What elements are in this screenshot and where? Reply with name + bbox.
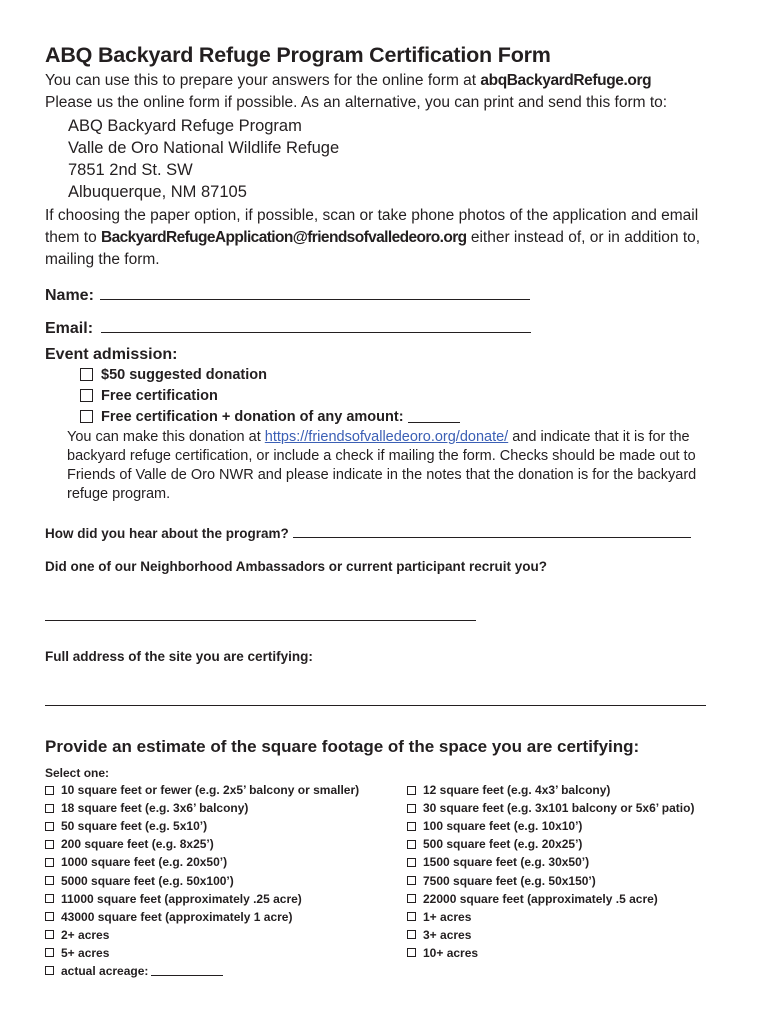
name-field	[45, 285, 735, 305]
name-label: Name:	[45, 287, 94, 304]
hear-question	[45, 525, 735, 541]
checkbox[interactable]	[80, 389, 93, 402]
paper-prefix: If choosing the paper option, if possible, scan or take phone photos of the application and email them to	[45, 207, 699, 246]
sqft-option[interactable]	[407, 799, 694, 817]
option-label: $50 suggested donation	[101, 366, 267, 383]
sqft-option[interactable]	[45, 871, 407, 889]
option-label: actual acreage:	[61, 963, 149, 978]
email-input-line[interactable]	[101, 318, 531, 333]
hear-question-label: How did you hear about the program?	[45, 526, 289, 541]
application-email: BackyardRefugeApplication@friendsofvalledeoro.org	[101, 229, 467, 246]
sqft-option[interactable]	[45, 944, 407, 962]
site-address-question: Full address of the site you are certifying:	[45, 649, 313, 664]
option-label: 5000 square feet (e.g. 50x100’)	[61, 873, 234, 888]
donate-suffix: and indicate that it is for the backyard refuge certification, or include a check if mailing the form. Checks should be made out to Friends of Valle de Oro NWR and please indicate in the notes that the donation is for the backyard refuge program.	[67, 429, 697, 502]
option-label: 1000 square feet (e.g. 20x50’)	[61, 855, 228, 870]
mailing-address	[68, 115, 735, 203]
checkbox[interactable]	[407, 930, 416, 939]
email-label: Email:	[45, 320, 94, 337]
checkbox[interactable]	[80, 410, 93, 423]
option-label: 200 square feet (e.g. 8x25’)	[61, 837, 214, 852]
square-footage-options	[45, 781, 735, 980]
checkbox[interactable]	[407, 804, 416, 813]
event-option-suggested-donation[interactable]	[80, 364, 735, 385]
option-label: 18 square feet (e.g. 3x6’ balcony)	[61, 801, 249, 816]
checkbox[interactable]	[45, 894, 54, 903]
name-input-line[interactable]	[100, 285, 530, 300]
option-label: 5+ acres	[61, 945, 110, 960]
option-label: 500 square feet (e.g. 20x25’)	[423, 837, 583, 852]
options-left-column	[45, 781, 407, 980]
sqft-option[interactable]	[45, 799, 407, 817]
checkbox[interactable]	[407, 948, 416, 957]
select-one-label: Select one:	[45, 766, 110, 780]
paper-option-text	[45, 205, 735, 271]
donation-instructions	[67, 428, 735, 504]
checkbox[interactable]	[407, 840, 416, 849]
checkbox[interactable]	[45, 822, 54, 831]
paper-suffix: either instead of, or in addition to, mailing the form.	[45, 229, 701, 268]
sqft-option[interactable]	[45, 908, 407, 926]
checkbox[interactable]	[45, 804, 54, 813]
email-field	[45, 318, 735, 338]
sqft-option[interactable]	[407, 781, 694, 799]
option-label: 10+ acres	[423, 945, 479, 960]
event-option-free-certification[interactable]	[80, 385, 735, 406]
option-label: 3+ acres	[423, 927, 472, 942]
address-line: Valle de Oro National Wildlife Refuge	[68, 139, 340, 157]
checkbox[interactable]	[45, 876, 54, 885]
sqft-option[interactable]	[407, 853, 694, 871]
sqft-option[interactable]	[407, 926, 694, 944]
option-label: Free certification + donation of any amount:	[101, 408, 404, 425]
checkbox[interactable]	[80, 368, 93, 381]
sqft-option[interactable]	[407, 908, 694, 926]
event-admission-heading: Event admission:	[45, 346, 178, 363]
option-label: 22000 square feet (approximately .5 acre)	[423, 891, 658, 906]
checkbox[interactable]	[45, 786, 54, 795]
checkbox[interactable]	[407, 786, 416, 795]
option-label: 50 square feet (e.g. 5x10’)	[61, 819, 208, 834]
option-label: 10 square feet or fewer (e.g. 2x5’ balcony or smaller)	[61, 783, 360, 798]
sqft-option[interactable]	[45, 781, 407, 799]
options-right-column	[407, 781, 694, 980]
donate-prefix: You can make this donation at	[67, 429, 265, 445]
option-label: 11000 square feet (approximately .25 acre)	[61, 891, 302, 906]
checkbox[interactable]	[45, 948, 54, 957]
sqft-option[interactable]	[407, 890, 694, 908]
sqft-option[interactable]	[45, 817, 407, 835]
option-label: Free certification	[101, 387, 218, 404]
address-line: Albuquerque, NM 87105	[68, 183, 247, 201]
sqft-option[interactable]	[45, 890, 407, 908]
checkbox[interactable]	[45, 966, 54, 975]
recruit-answer-line[interactable]	[45, 620, 476, 621]
donate-link[interactable]: https://friendsofvalledeoro.org/donate/	[264, 429, 509, 445]
sqft-option[interactable]	[407, 871, 694, 889]
hear-answer-line[interactable]	[293, 525, 691, 538]
sqft-option-actual-acreage[interactable]	[45, 962, 407, 980]
intro-line-2: Please us the online form if possible. As an alternative, you can print and send this form to:	[45, 94, 668, 111]
option-label: 2+ acres	[61, 927, 110, 942]
sqft-option[interactable]	[407, 944, 694, 962]
recruit-question: Did one of our Neighborhood Ambassadors or current participant recruit you?	[45, 559, 548, 574]
sqft-option[interactable]	[45, 853, 407, 871]
checkbox[interactable]	[407, 822, 416, 831]
sqft-option[interactable]	[407, 817, 694, 835]
form-title: ABQ Backyard Refuge Program Certification Form	[45, 43, 551, 67]
sqft-option[interactable]	[45, 835, 407, 853]
address-line: ABQ Backyard Refuge Program	[68, 117, 302, 135]
site-address-answer-line[interactable]	[45, 705, 706, 706]
form-page	[45, 40, 735, 980]
online-form-site: abqBackyardRefuge.org	[480, 72, 652, 89]
option-label: 1500 square feet (e.g. 30x50’)	[423, 855, 590, 870]
checkbox[interactable]	[407, 894, 416, 903]
intro-text: You can use this to prepare your answers for the online form at	[45, 72, 481, 89]
option-label: 100 square feet (e.g. 10x10’)	[423, 819, 583, 834]
checkbox[interactable]	[45, 930, 54, 939]
sqft-option[interactable]	[407, 835, 694, 853]
address-line: 7851 2nd St. SW	[68, 161, 193, 179]
option-label: 30 square feet (e.g. 3x101 balcony or 5x6’ patio)	[423, 801, 695, 816]
option-label: 12 square feet (e.g. 4x3’ balcony)	[423, 783, 611, 798]
sqft-option[interactable]	[45, 926, 407, 944]
checkbox[interactable]	[45, 840, 54, 849]
checkbox[interactable]	[45, 912, 54, 921]
checkbox[interactable]	[407, 912, 416, 921]
checkbox[interactable]	[407, 876, 416, 885]
option-label: 1+ acres	[423, 909, 472, 924]
donation-amount-line[interactable]	[408, 410, 460, 423]
square-footage-heading: Provide an estimate of the square footage of the space you are certifying:	[45, 737, 640, 756]
checkbox[interactable]	[407, 858, 416, 867]
event-option-free-plus-donation[interactable]	[80, 406, 735, 427]
option-label: 7500 square feet (e.g. 50x150’)	[423, 873, 596, 888]
actual-acreage-line[interactable]	[151, 965, 223, 976]
intro-line-1	[45, 70, 735, 92]
checkbox[interactable]	[45, 858, 54, 867]
option-label: 43000 square feet (approximately 1 acre)	[61, 909, 293, 924]
